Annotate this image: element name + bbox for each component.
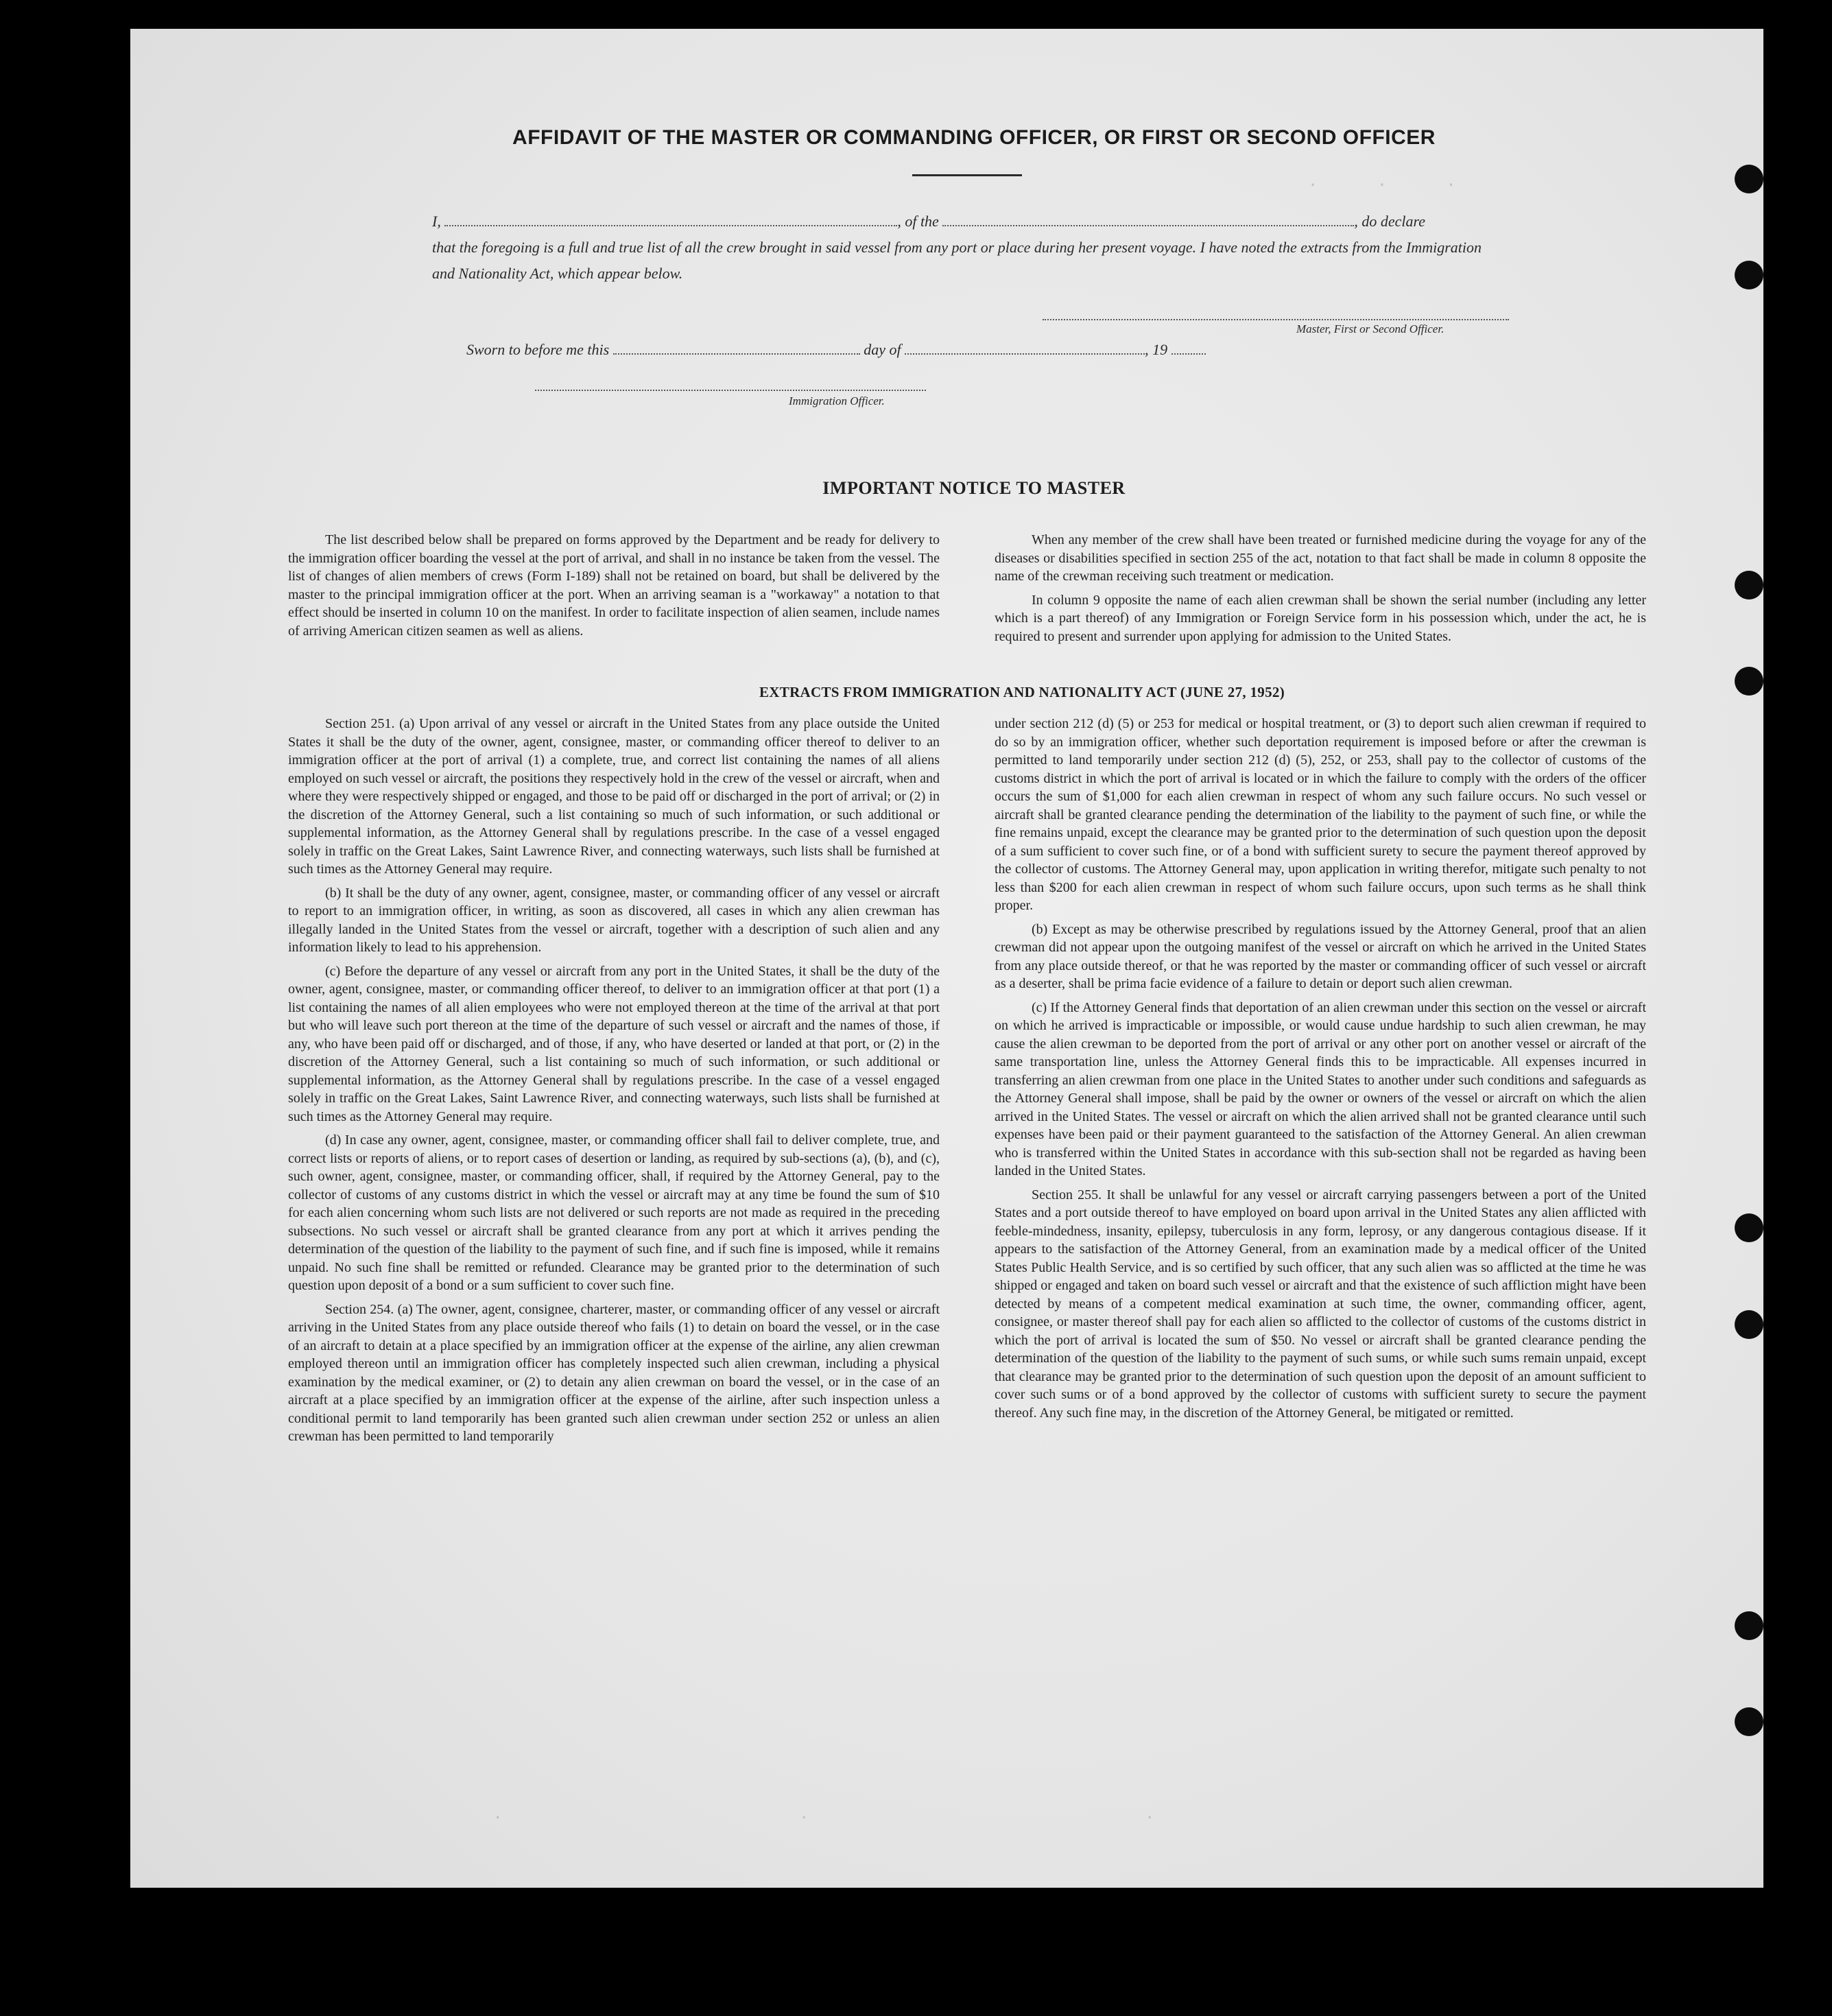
- punch-hole: [1735, 1707, 1763, 1736]
- notice-right-column: [995, 531, 1646, 651]
- bleed-through-text: . . .: [137, 1805, 1155, 1824]
- punch-hole: [1735, 1611, 1763, 1640]
- year-blank: [1171, 341, 1206, 355]
- officer-signature-line: [535, 390, 926, 391]
- extract-paragraph: Section 255. It shall be unlawful for any vessel or aircraft carrying passengers between a port of the United States and a port outside thereof to have employed on board upon arrival in the United States any alien afflicted with feeble-mindedness, insanity, epilepsy, tuberculosis in any form, leprosy, or any dangerous contagious disease. If it appears to the satisfaction of the Attorney General, from an examination made by a medical officer of the United States Public Health Service, and is so certified by such officer, that any such alien was so afflicted at the time he was shipped or engaged and taken on board such vessel or aircraft and that the existence of such affliction might have been detected by means of a competent medical examination at such time, the owner, commanding officer, agent, consignee, or master thereof shall pay for each alien so afflicted to the collector of customs of the customs district in which the port of arrival is located the sum of $50. No vessel or aircraft shall be granted clearance pending the determination of the question of the liability to the payment of such sums, or while such sums remain unpaid, except that clearance may be granted prior to the determination of such question upon the deposit of an amount sufficient to cover such sums or of a bond approved by the collector of customs with sufficient surety to secure the payment thereof. Any such fine may, in the discretion of the Attorney General, be mitigated or remitted.: [995, 1187, 1646, 1421]
- extracts-right-column: [995, 715, 1646, 1427]
- extract-paragraph: under section 212 (d) (5) or 253 for medical or hospital treatment, or (3) to deport such alien crewman if required to do so by an immigration officer, whether such deportation requirement is imposed before or after the crewman is permitted to land temporarily under section 212 (d) (5), 252, or 253, shall pay to the collector of customs of the customs district in which the port of arrival is located or in which the failure to comply with the orders of the officer occurs the sum of $1,000 for each alien crewman in respect of whom any such failure occurs. No such vessel or aircraft shall be granted clearance pending the determination of the liability to the payment of such fine, or while the fine remains unpaid, except the clearance may be granted prior to the determination of such question upon the deposit of a sum sufficient to cover such fine, or of a bond with sufficient surety to secure the payment thereof approved by the collector of customs. The Attorney General may, upon application in writing therefor, mitigate such penalty to not less than $200 for each alien crewman in respect of whom such failure occurs, upon such terms as he shall think proper.: [995, 716, 1646, 913]
- extract-paragraph: Section 254. (a) The owner, agent, consignee, charterer, master, or commanding officer of any vessel or aircraft arriving in the United States from any place outside thereof who fails (1) to detain on board the vessel, or in the case of an aircraft to detain at a place specified by an immigration officer at the expense of the airline, any alien crewman employed thereon until an immigration officer has completely inspected such alien crewman, including a physical examination by the medical examiner, or (2) to detain any alien crewman on board the vessel, or in the case of an aircraft at a place specified by an immigration officer at the expense of the airline, after such inspection unless a conditional permit to land temporarily has been granted such alien crewman under section 252 or unless an alien crewman has been permitted to land temporarily: [288, 1301, 940, 1444]
- month-blank: [905, 341, 1145, 355]
- day-blank: [613, 341, 860, 355]
- bleed-through-text: . . .: [844, 173, 1456, 191]
- declaration-body: that the foregoing is a full and true list of all the crew brought in said vessel from any port or place during her present voyage. I have noted the extracts from the Immigration and Nationality Act, which appear below.: [432, 239, 1482, 282]
- affidavit-title: AFFIDAVIT OF THE MASTER OR COMMANDING OFFICER, OR FIRST OR SECOND OFFICER: [512, 126, 1436, 149]
- extract-paragraph: Section 251. (a) Upon arrival of any vessel or aircraft in the United States from any place outside the United States it shall be the duty of the owner, agent, consignee, master, or commanding officer thereof to deliver to an immigration officer at the port of arrival (1) a complete, true, and correct list containing the names of all aliens employed on such vessel or aircraft, the positions they respectively hold in the crew of the vessel or aircraft, when and where they were respectively shipped or engaged, and those to be paid off or discharged in the port of arrival; or (2) in the discretion of the Attorney General, such a list containing so much of such information, or such additional or supplemental information, as the Attorney General shall by regulations prescribe. In the case of a vessel engaged solely in traffic on the Great Lakes, Saint Lawrence River, and connecting waterways, such lists shall be furnished at such times as the Attorney General may require.: [288, 716, 940, 877]
- day-of-text: day of: [864, 341, 901, 358]
- notice-paragraph: The list described below shall be prepared on forms approved by the Department and be ready for delivery to the immigration officer boarding the vessel at the port of arrival, and shall in no instance be taken from the vessel. The list of changes of alien members of crews (Form I-189) shall not be retained on board, but shall be delivered by the master to the principal immigration officer at the port. When an arriving seaman is a "workaway" a notation to that effect should be inserted in column 10 on the manifest. In order to facilitate inspection of alien seamen, include names of arriving American citizen seamen as well as aliens.: [288, 532, 940, 639]
- notice-paragraph: In column 9 opposite the name of each alien crewman shall be shown the serial number (including any letter which is a part thereof) of any Immigration or Foreign Service form in his possession which, under the act, he is required to present and surrender upon applying for admission to the United States.: [995, 592, 1646, 644]
- master-signature-line: [1043, 319, 1509, 320]
- officer-caption: Immigration Officer.: [789, 394, 885, 407]
- punch-hole: [1735, 1310, 1763, 1339]
- vessel-blank: [942, 213, 1354, 226]
- declaration: [432, 209, 1502, 287]
- title-rule: [912, 174, 1022, 176]
- punch-hole: [1735, 667, 1763, 696]
- master-caption: Master, First or Second Officer.: [1296, 322, 1444, 335]
- notice-title: IMPORTANT NOTICE TO MASTER: [822, 478, 1126, 498]
- extracts-left-column: [288, 715, 940, 1451]
- punch-hole: [1735, 571, 1763, 600]
- notice-paragraph: When any member of the crew shall have been treated or furnished medicine during the voyage for any of the diseases or disabilities specified in section 255 of the act, notation to that fact shall be made in column 8 opposite the name of the crewman receiving such treatment or medication.: [995, 532, 1646, 584]
- extract-paragraph: (c) If the Attorney General finds that deportation of an alien crewman under this section on the vessel or aircraft on which he arrived is impracticable or impossible, or would cause undue hardship to such alien crewman, he may cause the alien crewman to be deported from the port of arrival or any other port on another vessel or aircraft of the same transportation line, unless the Attorney General finds this to be impracticable. All expenses incurred in transferring an alien crewman from one place in the United States to another under such conditions and safeguards as the Attorney General shall impose, shall be paid by the owner or owners of the vessel or aircraft on which the alien arrived in the United States. The vessel or aircraft on which the alien arrived shall not be granted clearance until such expenses have been paid or their payment guaranteed to the satisfaction of the Attorney General. An alien crewman who is transferred within the United States in accordance with this sub-section shall not be regarded as having been landed in the United States.: [995, 999, 1646, 1178]
- sworn-line: [466, 341, 1206, 359]
- year-prefix: , 19: [1145, 341, 1168, 358]
- extract-paragraph: (b) It shall be the duty of any owner, agent, consignee, master, or commanding officer of any vessel or aircraft to report to an immigration officer, in writing, as soon as discovered, all cases in which any alien crewman has illegally landed in the United States from the vessel or aircraft, together with a description of such alien and any information likely to lead to his apprehension.: [288, 885, 940, 955]
- notice-left-column: [288, 531, 940, 645]
- punch-hole: [1735, 261, 1763, 289]
- extract-paragraph: (b) Except as may be otherwise prescribed by regulations issued by the Attorney General, proof that an alien crewman did not appear upon the outgoing manifest of the vessel or aircraft on which he arrived in the United States from any place outside thereof, or that he was reported by the master or commanding officer of such vessel or aircraft as a deserter, shall be prima facie evidence of a failure to detain or deport such alien crewman.: [995, 921, 1646, 991]
- extract-paragraph: (d) In case any owner, agent, consignee, master, or commanding officer shall fail to deliver complete, true, and correct lists or reports of aliens, or to report cases of desertion or landing, as required by sub-sections (a), (b), and (c), such owner, agent, consignee, master, or commanding officer, shall, if required by the Attorney General, pay to the collector of customs of any customs district in which the vessel or aircraft may at any time be found the sum of $10 for each alien concerning whom such lists are not delivered or such reports are not made as required in the preceding subsections. No such vessel or aircraft shall be granted clearance from any port at which it arrives pending the determination of the question of the liability to the payment of such fine, and if such fine is imposed, while it remains unpaid. No such fine shall be remitted or refunded. Clearance may be granted prior to the determination of such question upon deposit of a bond or a sum sufficient to cover such fine.: [288, 1132, 940, 1293]
- declaration-start: I,: [432, 213, 441, 230]
- punch-hole: [1735, 1213, 1763, 1242]
- document-page: [130, 29, 1763, 1888]
- declaration-declare: , do declare: [1354, 213, 1425, 230]
- declaration-of-the: , of the: [897, 213, 939, 230]
- sworn-text: Sworn to before me this: [466, 341, 610, 358]
- name-blank: [444, 213, 897, 226]
- extracts-title: EXTRACTS FROM IMMIGRATION AND NATIONALITY ACT (JUNE 27, 1952): [759, 684, 1285, 700]
- punch-hole: [1735, 165, 1763, 193]
- extract-paragraph: (c) Before the departure of any vessel or aircraft from any port in the United States, it shall be the duty of the owner, agent, consignee, master, or commanding officer thereof, to deliver to an immigration officer at that port (1) a list containing the names of all alien employees who were not employed thereon at the time of the arrival at that port but who will leave such port thereon at the time of the departure of such vessel or aircraft and the names of those, if any, who have been paid off or discharged, and of those, if any, who have deserted or landed at that port, or (2) in the discretion of the Attorney General, such a list containing so much of such information, or such additional or supplemental information, as the Attorney General shall by regulations prescribe. In the case of a vessel engaged solely in traffic on the Great Lakes, Saint Lawrence River, and connecting waterways, such lists shall be furnished at such times as the Attorney General may require.: [288, 963, 940, 1124]
